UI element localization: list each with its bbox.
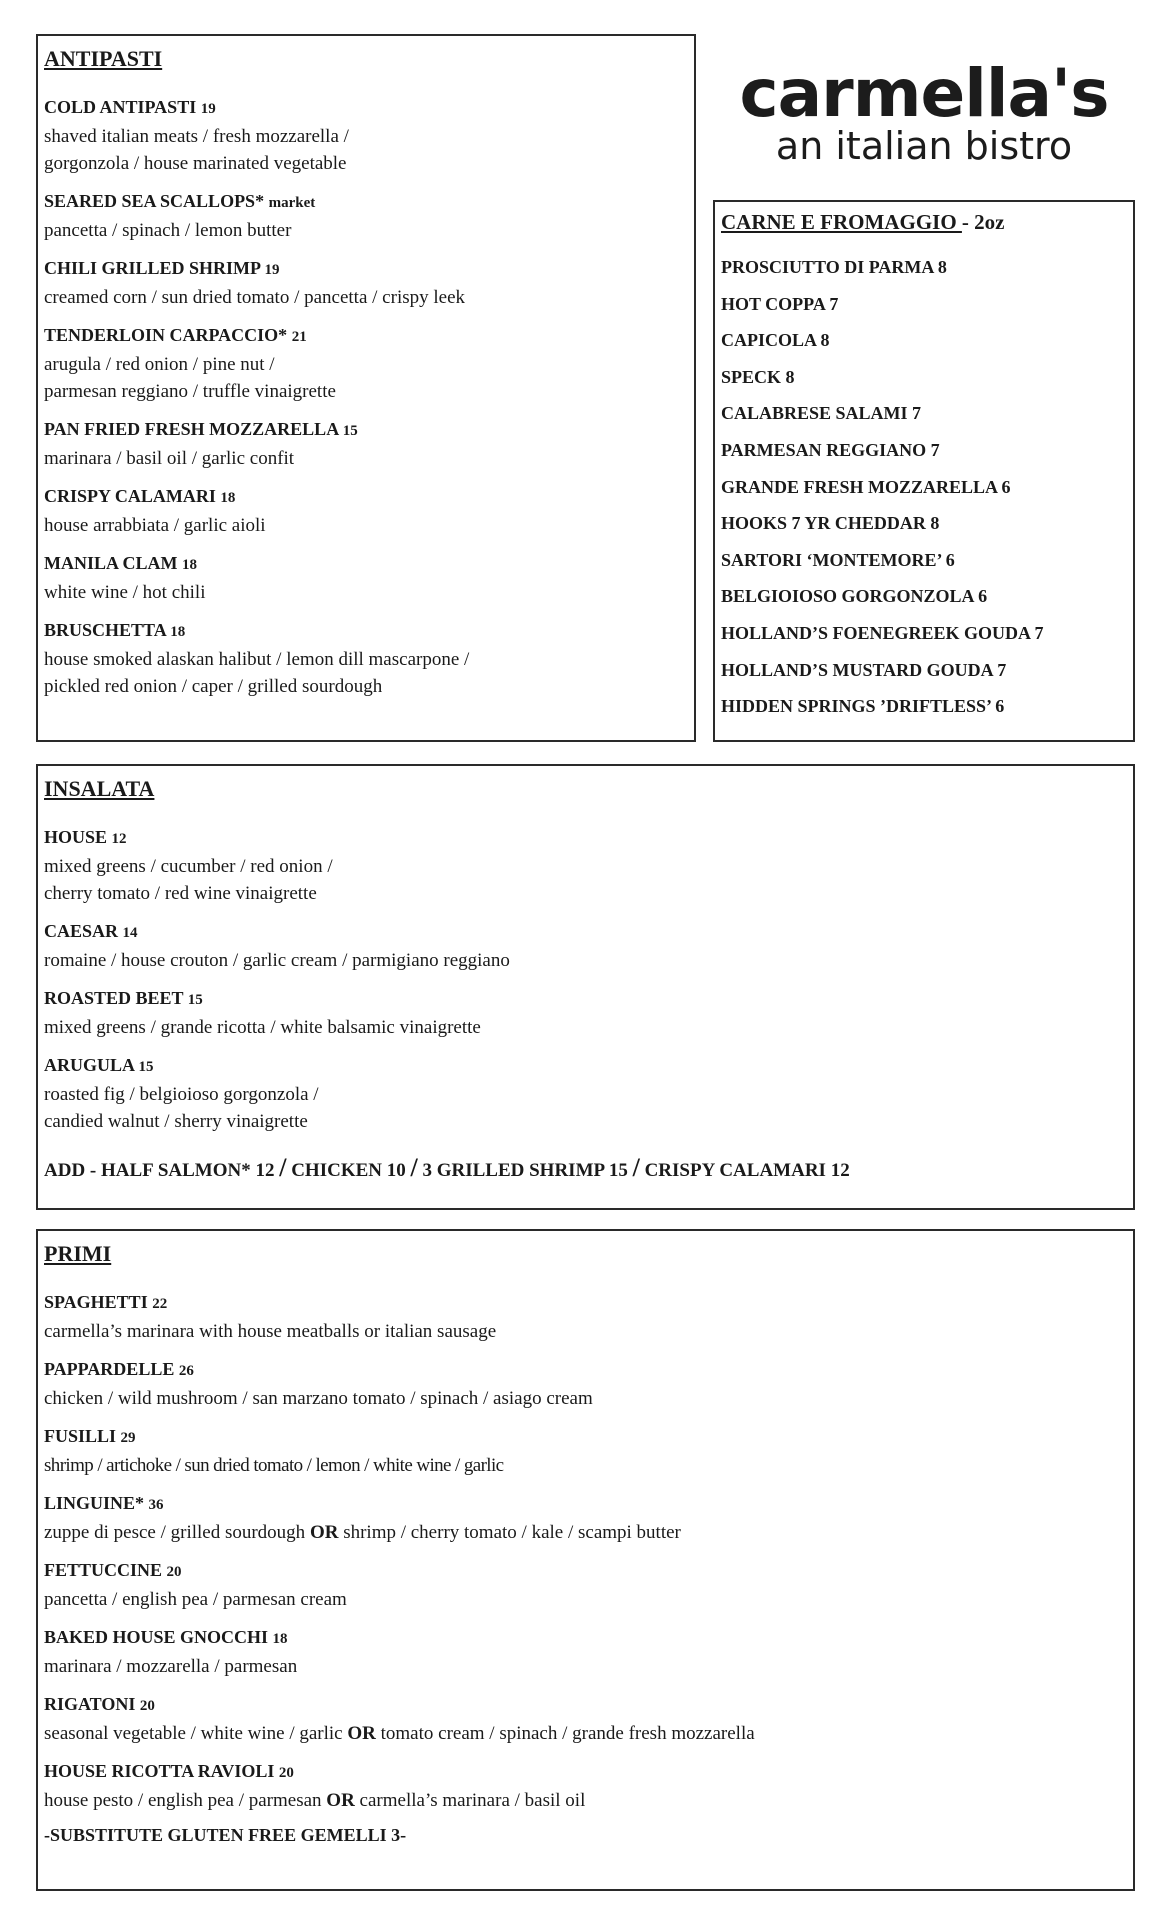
item-price: 19 (200, 101, 216, 117)
desc-part: tomato cream / spinach / grande fresh mozzarella (375, 1723, 755, 1744)
section-title: PRIMI (44, 1241, 112, 1266)
or-word: OR (347, 1723, 376, 1744)
item-description: mixed greens / cucumber / red onion / (44, 856, 333, 877)
addon: CRISPY CALAMARI 12 (644, 1160, 850, 1181)
desc-part: zuppe di pesce / grilled sourdough (44, 1522, 310, 1543)
item-description: pickled red onion / caper / grilled sourdough (44, 676, 383, 697)
item-price: 18 (220, 490, 236, 506)
menu-item (44, 416, 688, 472)
item-name: CAESAR (44, 921, 119, 941)
item-description (44, 1519, 1127, 1546)
carne-e-fromaggio-section (713, 200, 1135, 742)
carne-item: BELGIOIOSO GORGONZOLA 6 (721, 586, 988, 607)
logo-brand: carmella's (739, 55, 1109, 132)
menu-item (44, 1356, 1127, 1412)
item-description: creamed corn / sun dried tomato / pancetta / crispy leek (44, 287, 466, 308)
item-price: market (268, 195, 316, 211)
item-description: chicken / wild mushroom / san marzano tomato / spinach / asiago cream (44, 1388, 593, 1409)
item-price: 15 (187, 992, 203, 1008)
item-description: pancetta / english pea / parmesan cream (44, 1589, 347, 1610)
desc-part: shrimp / cherry tomato / kale / scampi butter (338, 1522, 681, 1543)
menu-item (44, 824, 1127, 907)
item-description: arugula / red onion / pine nut / (44, 354, 275, 375)
item-name: LINGUINE* (44, 1493, 145, 1513)
addon: ADD - HALF SALMON* 12 (44, 1160, 275, 1181)
menu-item (44, 1758, 1127, 1814)
item-name: BAKED HOUSE GNOCCHI (44, 1627, 269, 1647)
item-description: roasted fig / belgioioso gorgonzola / (44, 1084, 319, 1105)
item-description (44, 1787, 1127, 1814)
menu-item (44, 1289, 1127, 1345)
menu-item (44, 483, 688, 539)
item-price: 20 (139, 1698, 155, 1714)
item-description: marinara / basil oil / garlic confit (44, 448, 295, 469)
desc-part: seasonal vegetable / white wine / garlic (44, 1723, 348, 1744)
item-name: PAN FRIED FRESH MOZZARELLA (44, 419, 339, 439)
menu-item (44, 255, 688, 311)
item-name: CRISPY CALAMARI (44, 486, 216, 506)
carne-item: SARTORI ‘MONTEMORE’ 6 (721, 549, 955, 570)
desc-part: house pesto / english pea / parmesan (44, 1790, 327, 1811)
item-name: TENDERLOIN CARPACCIO* (44, 325, 288, 345)
portion-size: - 2oz (961, 210, 1005, 234)
restaurant-logo (722, 30, 1126, 180)
carne-item: SPECK 8 (721, 366, 795, 387)
item-name: FUSILLI (44, 1426, 117, 1446)
item-name: RIGATONI (44, 1694, 136, 1714)
item-price: 22 (152, 1296, 168, 1312)
item-name: PAPPARDELLE (44, 1359, 175, 1379)
item-description: pancetta / spinach / lemon butter (44, 220, 292, 241)
item-price: 19 (264, 262, 280, 278)
menu-item (44, 1490, 1127, 1546)
menu-item (44, 1557, 1127, 1613)
menu-item (44, 1691, 1127, 1747)
item-description: shrimp / artichoke / sun dried tomato / lemon / white wine / garlic (44, 1455, 504, 1476)
item-description (44, 1720, 1127, 1747)
menu-item (44, 322, 688, 405)
item-name: HOUSE RICOTTA RAVIOLI (44, 1761, 275, 1781)
item-price: 20 (166, 1564, 182, 1580)
carne-item: HOT COPPA 7 (721, 293, 839, 314)
item-name: ARUGULA (44, 1055, 135, 1075)
carne-item: HOOKS 7 YR CHEDDAR 8 (721, 513, 940, 534)
item-price: 14 (122, 925, 138, 941)
menu-item (44, 1423, 1127, 1479)
item-name: CHILI GRILLED SHRIMP (44, 258, 261, 278)
insalata-section (36, 764, 1135, 1210)
item-name: COLD ANTIPASTI (44, 97, 197, 117)
menu-item (44, 985, 1127, 1041)
item-name: SEARED SEA SCALLOPS* (44, 191, 265, 211)
gluten-free-note: -SUBSTITUTE GLUTEN FREE GEMELLI 3- (44, 1825, 407, 1845)
logo-tagline: an italian bistro (775, 124, 1073, 168)
carne-item: CAPICOLA 8 (721, 330, 830, 351)
salad-addons (44, 1153, 1127, 1183)
item-price: 18 (182, 557, 197, 573)
item-description: white wine / hot chili (44, 582, 206, 603)
menu-item (44, 918, 1127, 974)
primi-section (36, 1229, 1135, 1891)
item-name: SPAGHETTI (44, 1292, 148, 1312)
separator: / (410, 1153, 418, 1182)
menu-item (44, 1624, 1127, 1680)
carne-item: GRANDE FRESH MOZZARELLA 6 (721, 476, 1011, 497)
section-title: INSALATA (44, 776, 155, 801)
item-price: 26 (178, 1363, 194, 1379)
item-description: house arrabbiata / garlic aioli (44, 515, 266, 536)
antipasti-section (36, 34, 696, 742)
menu-item (44, 188, 688, 244)
item-name: FETTUCCINE (44, 1560, 163, 1580)
item-price: 20 (278, 1765, 294, 1781)
desc-part: carmella’s marinara / basil oil (354, 1790, 586, 1811)
carne-item: CALABRESE SALAMI 7 (721, 403, 922, 424)
menu-item (44, 550, 688, 606)
separator: / (632, 1153, 640, 1182)
item-description: gorgonzola / house marinated vegetable (44, 153, 347, 174)
carne-item: HOLLAND’S MUSTARD GOUDA 7 (721, 659, 1007, 680)
section-title (721, 210, 1127, 235)
item-name: MANILA CLAM (44, 553, 178, 573)
item-price: 29 (120, 1430, 136, 1446)
item-name: HOUSE (44, 827, 108, 847)
carne-item: PROSCIUTTO DI PARMA 8 (721, 257, 947, 277)
or-word: OR (326, 1790, 355, 1811)
item-description: mixed greens / grande ricotta / white balsamic vinaigrette (44, 1017, 481, 1038)
item-description: candied walnut / sherry vinaigrette (44, 1111, 308, 1132)
item-name: ROASTED BEET (44, 988, 184, 1008)
item-price: 36 (148, 1497, 164, 1513)
section-title: ANTIPASTI (44, 46, 163, 71)
item-description: cherry tomato / red wine vinaigrette (44, 883, 317, 904)
item-description: house smoked alaskan halibut / lemon dill mascarpone / (44, 649, 470, 670)
item-price: 15 (138, 1059, 154, 1075)
item-price: 12 (111, 831, 127, 847)
addon: CHICKEN 10 (291, 1160, 406, 1181)
item-price: 18 (170, 624, 186, 640)
menu-item (44, 1052, 1127, 1135)
item-description: marinara / mozzarella / parmesan (44, 1656, 298, 1677)
addon: 3 GRILLED SHRIMP 15 (422, 1160, 628, 1181)
carne-item: HOLLAND’S FOENEGREEK GOUDA 7 (721, 622, 1044, 643)
or-word: OR (309, 1522, 339, 1543)
item-price: 18 (272, 1631, 288, 1647)
menu-item (44, 94, 688, 177)
section-title-text: CARNE E FROMAGGIO (721, 210, 962, 234)
carne-item: HIDDEN SPRINGS ’DRIFTLESS’ 6 (721, 696, 1005, 717)
carne-item: PARMESAN REGGIANO 7 (721, 439, 940, 460)
item-price: 21 (291, 329, 307, 345)
item-description: romaine / house crouton / garlic cream / parmigiano reggiano (44, 950, 510, 971)
menu-item (44, 617, 688, 700)
item-name: BRUSCHETTA (44, 620, 166, 640)
separator: / (279, 1153, 287, 1182)
item-description: carmella’s marinara with house meatballs or italian sausage (44, 1321, 497, 1342)
item-description: parmesan reggiano / truffle vinaigrette (44, 381, 336, 402)
item-description: shaved italian meats / fresh mozzarella / (44, 126, 349, 147)
item-price: 15 (342, 423, 358, 439)
